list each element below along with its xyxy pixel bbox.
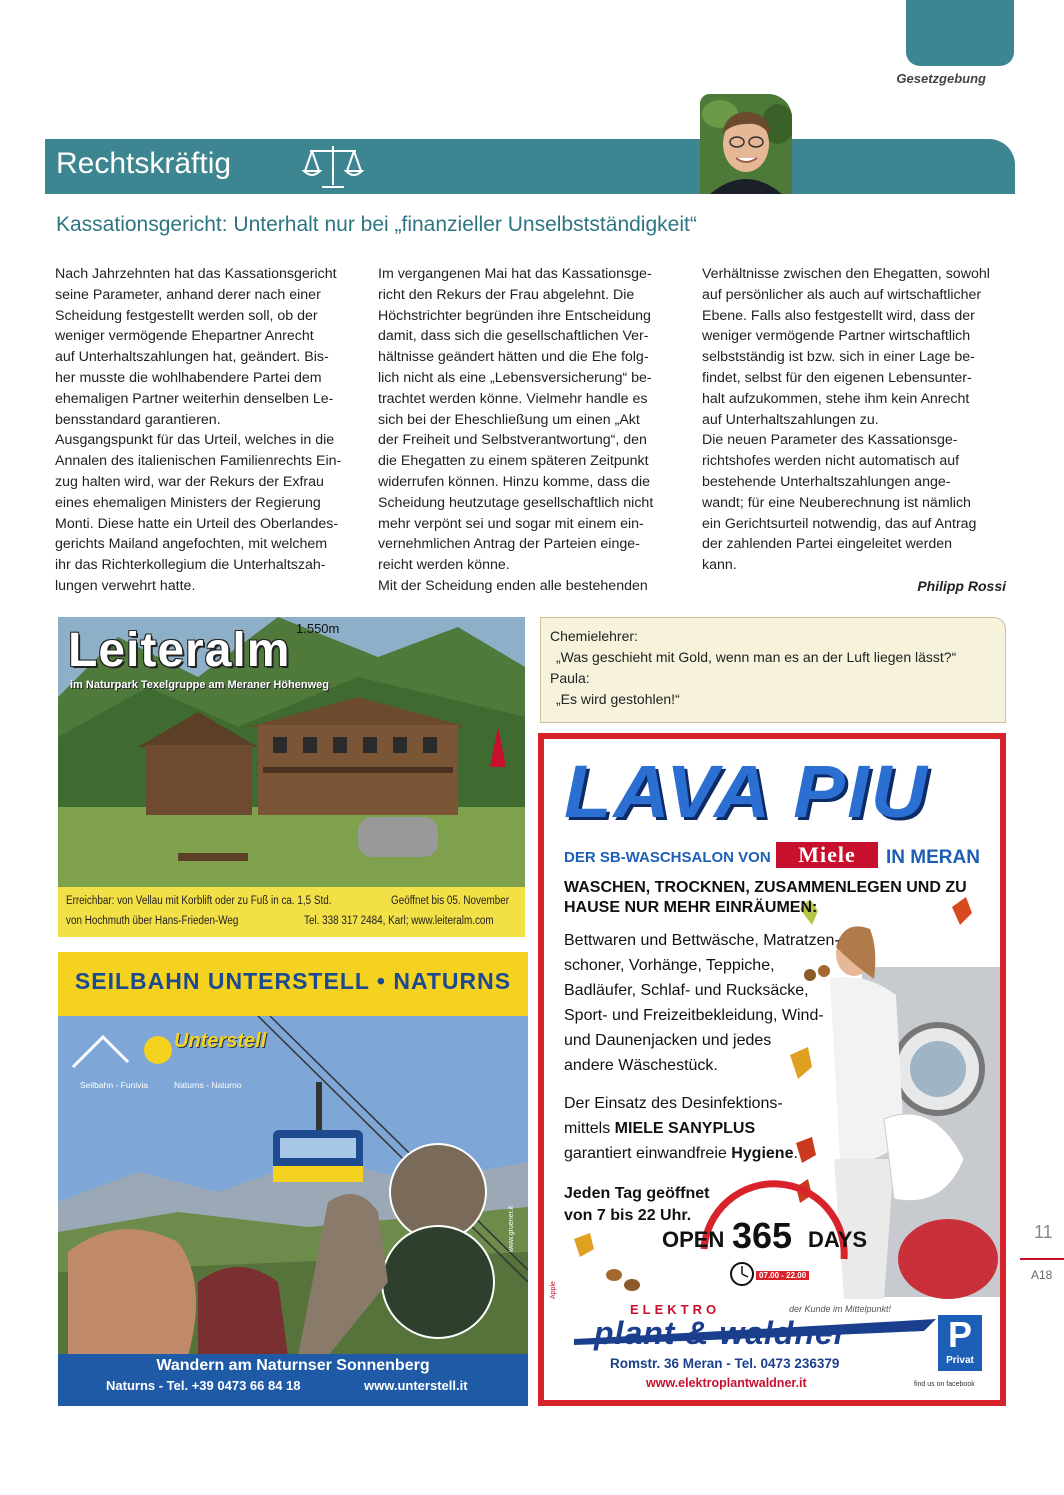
leiteralm-info-access: Erreichbar: von Vellau mit Korblift oder zu Fuß in ca. 1,5 Std. [66, 895, 332, 907]
lavapiu-disinfect-2 [564, 1120, 755, 1138]
clock-hours: 07.00 - 22.00 [756, 1271, 809, 1280]
elektro-label: ELEKTRO [630, 1302, 721, 1317]
lavapiu-hygiene: Hygiene [731, 1145, 794, 1162]
company-address: Romstr. 36 Meran - Tel. 0473 236379 [610, 1356, 840, 1371]
banner-title: Rechtskräftig [56, 147, 232, 180]
seilbahn-footer-phone: Naturns - Tel. +39 0473 66 84 18 [106, 1378, 301, 1393]
lavapiu-list-6: andere Wäschestück. [564, 1057, 718, 1074]
company-motto: der Kunde im Mittelpunkt! [789, 1304, 892, 1314]
lavapiu-disinfect-1: Der Einsatz des Desinfektions- [564, 1095, 783, 1112]
open-days: DAYS [808, 1227, 868, 1252]
joke-speaker-1: Chemielehrer: [550, 628, 638, 644]
section-label: Gesetzgebung [896, 71, 986, 86]
seilbahn-footer-title: Wandern am Naturnser Sonnenberg [156, 1357, 430, 1374]
lavapiu-disinfect-product: MIELE SANYPLUS [614, 1120, 756, 1137]
parking-letter: P [947, 1314, 972, 1355]
lavapiu-tagline: DER SB-WASCHSALON VON [564, 849, 771, 866]
page-number: 11 [1034, 1222, 1053, 1242]
unterstell-logo-left: Seilbahn - Funivia [80, 1080, 149, 1090]
company-website: www.elektroplantwaldner.it [646, 1376, 807, 1390]
lavapiu-disinfect-2-text: mittels [564, 1120, 615, 1137]
section-tab [906, 0, 1014, 66]
article-column-2: Im vergangenen Mai hat das Kassationsge- richt den Rekurs der Frau abgelehnt. Die Höchstrichter begründen ihre Entscheidung damit, dass sich die gesellschaftlichen Ver- hältnisse geändert hätten und die Ehe folg- lich nicht als eine „Lebensversicherung“ be- trachtet werden könne. Vielmehr handle es sich bei der Eheschließung um einen „Akt der Freiheit und Selbstverantwortung“, den die Ehegatten zu einem späteren Zeitpunkt widerrufen können. Hinzu komme, dass die Scheidung heutzutage gesellschaftlich nicht mehr verpönt sei und sogar mit einem ein- vernehmlichen Antrag der Parteien einge- reicht werden könne. Mit der Scheidung enden alle bestehenden [378, 266, 654, 594]
apple-credit: Apple [550, 1281, 557, 1299]
seilbahn-ad [58, 952, 528, 1406]
leiteralm-info-contact: Tel. 338 317 2484, Karl; www.leiteralm.com [304, 915, 494, 927]
page-code: A18 [1031, 1268, 1053, 1282]
lavapiu-disinfect-3-text: garantiert einwandfreie [564, 1145, 732, 1162]
lavapiu-list-2: schoner, Vorhänge, Teppiche, [564, 957, 775, 974]
author-photo [700, 94, 792, 194]
parking-label: Privat [946, 1355, 974, 1366]
lavapiu-list-1: Bettwaren und Bettwäsche, Matratzen- [564, 932, 840, 949]
leiteralm-title: Leiteralm [68, 624, 291, 677]
open-word: OPEN [662, 1227, 725, 1252]
joke-speaker-2: Paula: [550, 670, 590, 686]
page-number-divider [1020, 1258, 1064, 1260]
article-author: Philipp Rossi [917, 578, 1006, 594]
lavapiu-list-5: und Daunenjacken und jedes [564, 1032, 772, 1049]
seilbahn-credit: www.gruener.it [508, 1206, 515, 1252]
leiteralm-subtitle: im Naturpark Texelgruppe am Meraner Höhenweg [70, 679, 329, 691]
lavapiu-list-3: Badläufer, Schlaf- und Rucksäcke, [564, 982, 809, 999]
lavapiu-headline-1: WASCHEN, TROCKNEN, ZUSAMMENLEGEN UND ZU [564, 879, 967, 896]
parking-sign [938, 1315, 982, 1371]
miele-logo: Miele [776, 842, 878, 868]
leiteralm-info-route: von Hochmuth über Hans-Frieden-Weg [66, 915, 239, 927]
seilbahn-photo [58, 952, 528, 1406]
lavapiu-period: . [793, 1145, 798, 1162]
facebook-note: find us on facebook [914, 1381, 975, 1388]
lavapiu-headline-2: HAUSE NUR MEHR EINRÄUMEN: [564, 899, 818, 916]
open-365: 365 [732, 1215, 793, 1256]
joke-answer: „Es wird gestohlen!“ [556, 691, 680, 707]
article-column-3: Verhältnisse zwischen den Ehegatten, sowohl auf persönlicher als auch auf wirtschaftlicher Ebene. Falls also festgestellt wird, dass der weniger vermögende Partner wirtschaftlich selbstständig ist bzw. sich in einer Lage be- findet, selbst für den eigenen Lebensunter- halt aufzukommen, stehe ihm kein Anrecht auf Unterhaltszahlungen zu. Die neuen Parameter des Kassationsge- richtshofes werden nicht automatisch auf bestehende Unterhaltszahlungen ange- wandt; für eine Neuberechnung ist nämlich ein Gerichtsurteil notwendig, das auf Antrag der zahlenden Partei eingeleitet werden kann. [702, 266, 990, 574]
lavapiu-open-1: Jeden Tag geöffnet [564, 1185, 710, 1202]
leiteralm-altitude: 1.550m [296, 621, 340, 636]
lavapiu-ad [538, 733, 1006, 1406]
leiteralm-info-bar [58, 887, 525, 937]
article-column-1: Nach Jahrzehnten hat das Kassationsgericht seine Parameter, anhand derer nach einer Scheidung festgestellt werden soll, ob der weniger vermögende Ehepartner Anrecht auf Unterhaltszahlungen hat, geändert. Bis- her musste die wohlhabendere Partei dem ehemaligen Partner weiterhin denselben Le- bensstandard garantieren. Ausgangspunkt für das Urteil, welches in die Annalen des italienischen Familienrechts Ein- zug halten wird, war der Rekurs der Exfrau eines ehemaligen Ministers der Regierung Monti. Diese hatte ein Urteil des Oberlandes- gerichts Mailand angefochten, mit welchem ihr das Richterkollegium die Unterhaltszah- lungen verwehrt hatte. [55, 266, 342, 594]
seilbahn-title: SEILBAHN UNTERSTELL • NATURNS [74, 968, 512, 994]
seilbahn-footer-web: www.unterstell.it [364, 1378, 468, 1393]
article-title: Kassationsgericht: Unterhalt nur bei „finanzieller Unselbstständigkeit“ [56, 213, 697, 236]
unterstell-logo-right: Naturns - Naturno [174, 1080, 242, 1090]
leiteralm-ad [58, 617, 525, 937]
lavapiu-disinfect-3 [564, 1145, 798, 1163]
lavapiu-open-2: von 7 bis 22 Uhr. [564, 1207, 692, 1224]
unterstell-logo: Unterstell [174, 1030, 267, 1052]
scales-icon [302, 143, 364, 191]
lavapiu-brand: LAVA PIU [564, 750, 930, 833]
lavapiu-list-4: Sport- und Freizeitbekleidung, Wind- [564, 1007, 824, 1024]
joke-question: „Was geschieht mit Gold, wenn man es an der Luft liegen lässt?“ [556, 649, 957, 665]
company-logo: plant & waldner [594, 1315, 848, 1351]
joke-box [540, 617, 1006, 723]
lavapiu-location: IN MERAN [886, 847, 980, 868]
leiteralm-info-open: Geöffnet bis 05. November [391, 895, 510, 907]
